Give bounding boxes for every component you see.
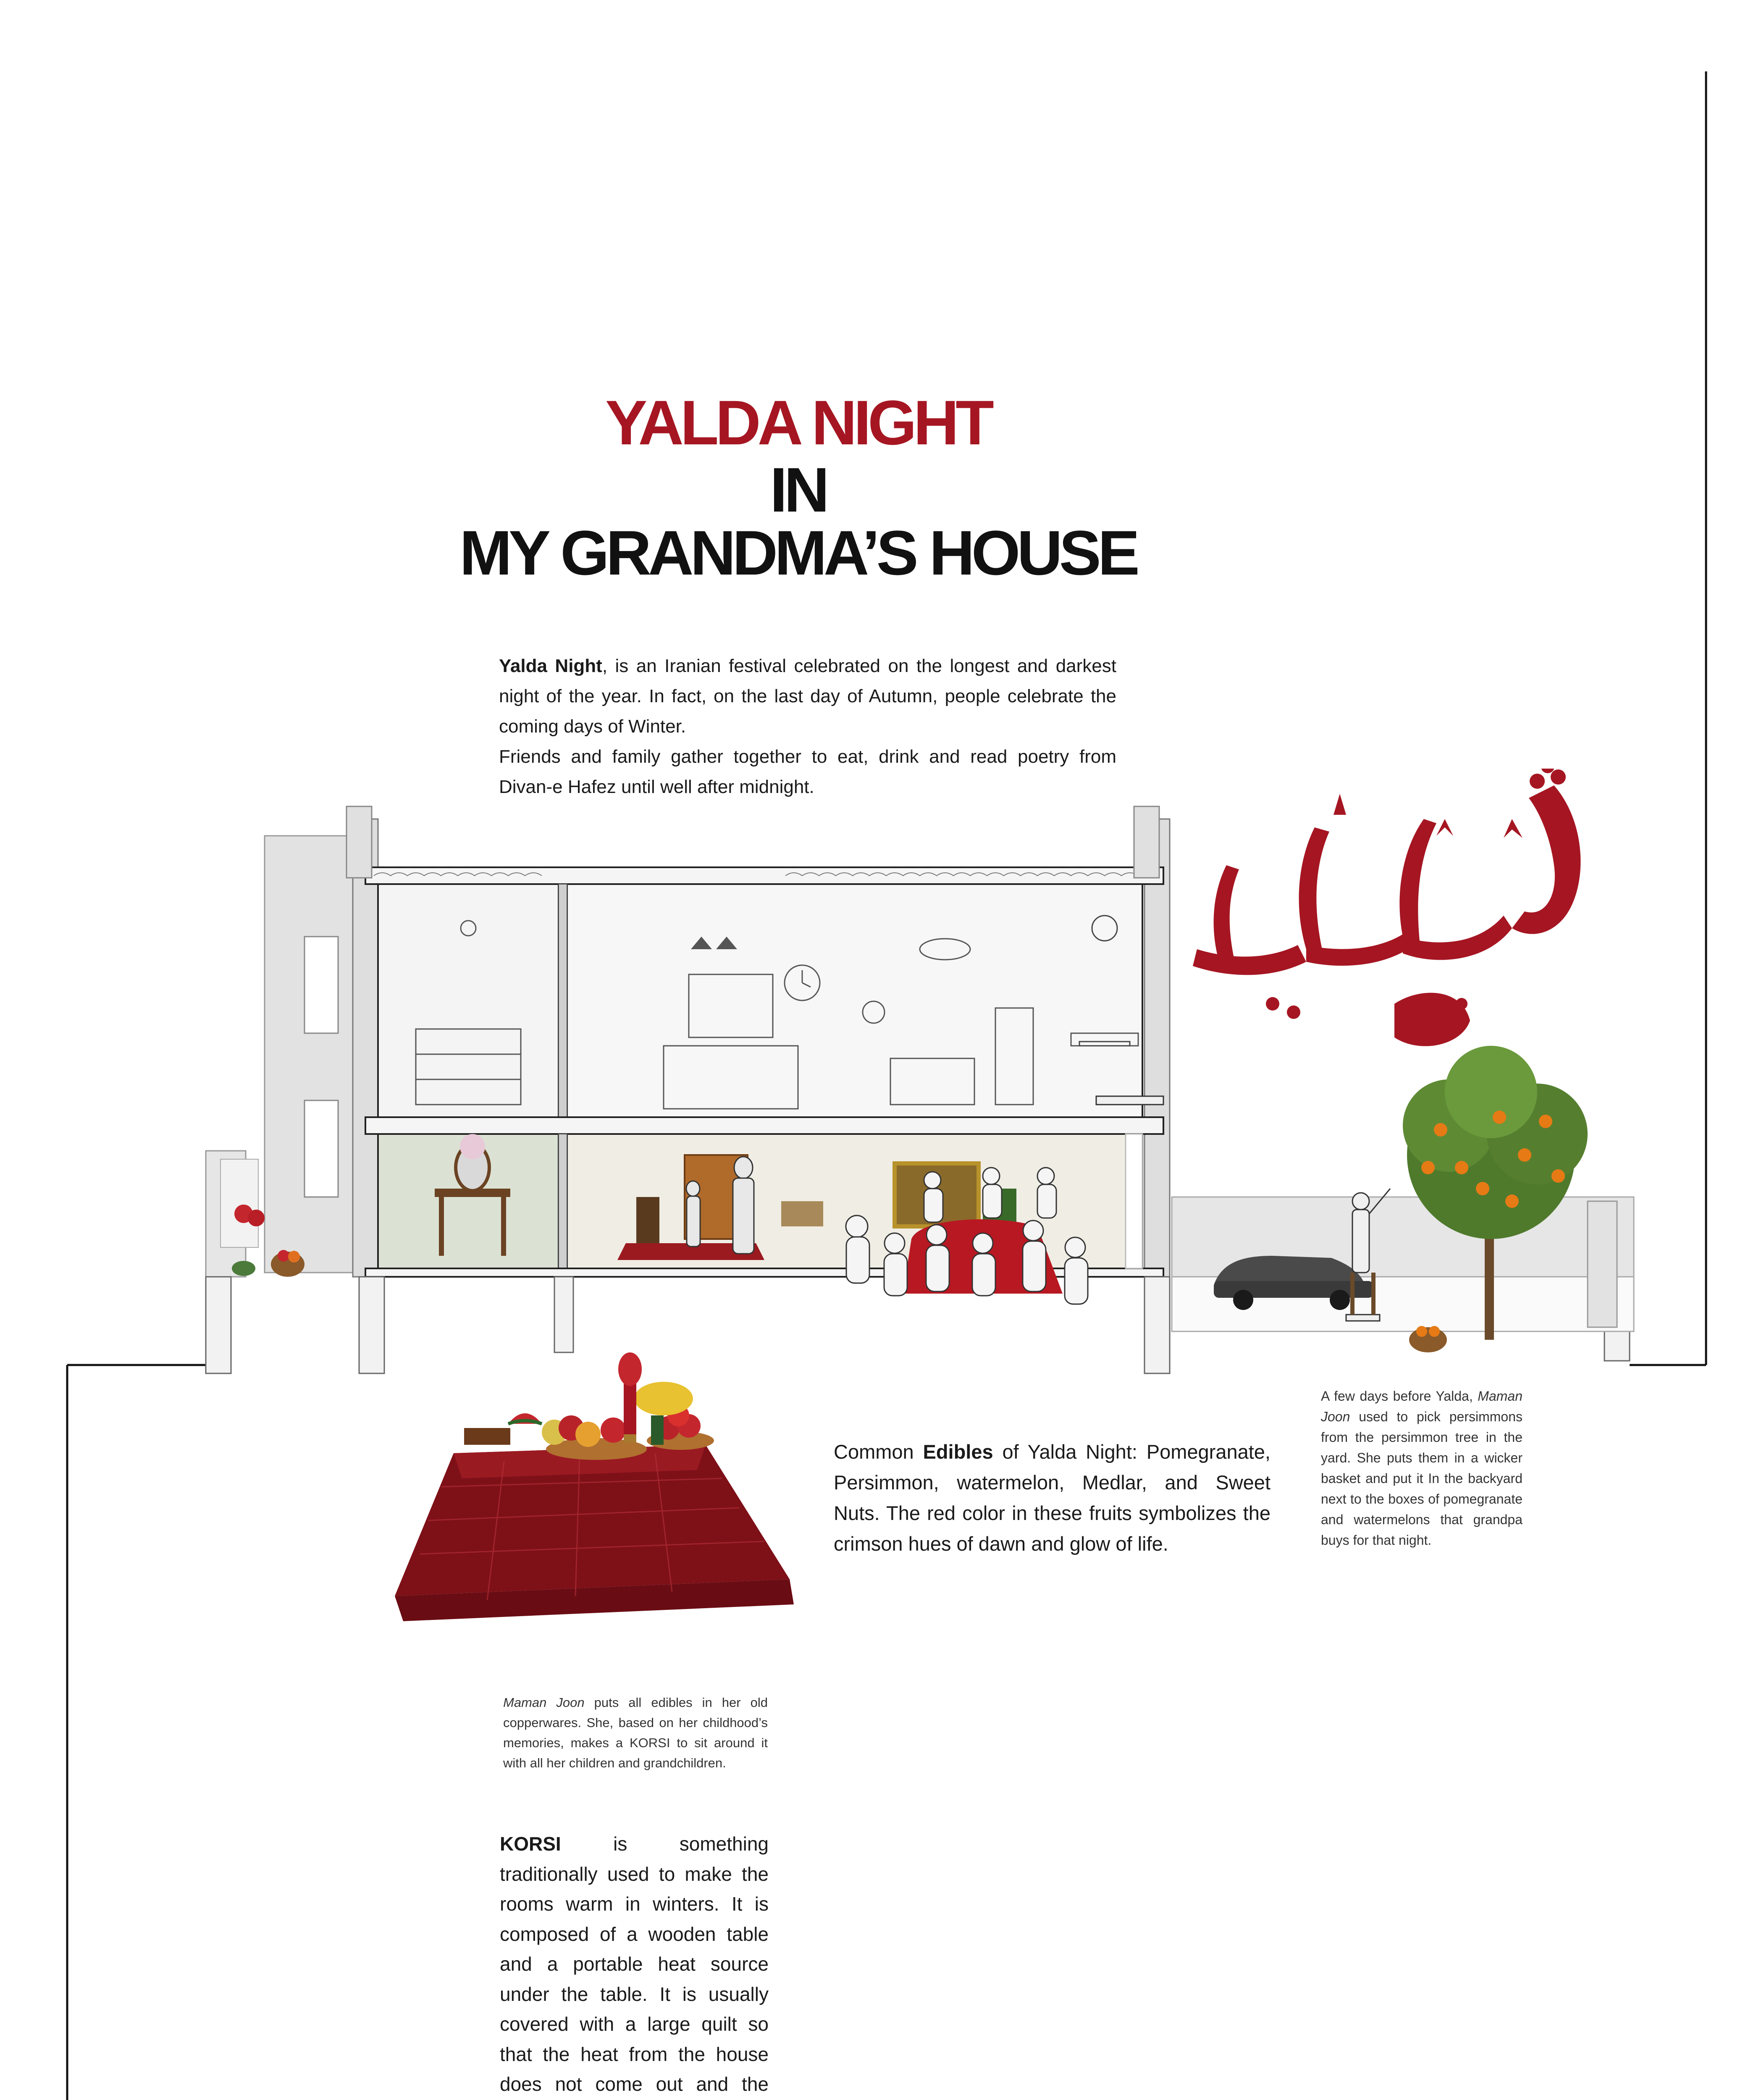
- edibles-pre: Common: [834, 1441, 923, 1463]
- persimmon-note: [1321, 1386, 1522, 1551]
- korsi-rest: is something traditionally used to make the rooms warm in winters. It is composed of a wooden table and a portable heat source under the table. It is usually covered with a large quilt so that the heat from the house does not come out and the: [500, 1833, 769, 2095]
- maman-note-italic: Maman Joon: [503, 1695, 585, 1710]
- intro-lead: Yalda Night: [499, 656, 602, 676]
- edibles-bold: Edibles: [923, 1441, 993, 1463]
- maman-joon-note: [503, 1693, 768, 1773]
- title-line-2: IN: [770, 454, 826, 525]
- title-line-3: MY GRANDMA’S HOUSE: [459, 517, 1137, 588]
- intro-para-2: Friends and family gather together to eat, drink and read poetry from Divan-e Hafez until well after midnight.: [499, 746, 1116, 797]
- edibles-rest: of Yalda Night: Pomegranate, Persimmon, watermelon, Medlar, and Sweet Nuts. The red color in these fruits symbolizes the crimson hues of dawn and glow of life.: [834, 1441, 1270, 1555]
- intro-lead-rest: , is an Iranian festival celebrated on the longest and darkest night of the year. In fact, on the last day of Autumn, people celebrate the coming days of Winter.: [499, 656, 1116, 737]
- korsi-illustration: [378, 1344, 819, 1663]
- edibles-text: [834, 1436, 1270, 1559]
- korsi-bold: KORSI: [500, 1833, 561, 1855]
- intro-text: [499, 651, 1116, 802]
- persimmon-note-rest: used to pick persimmons from the persimmon tree in the yard. She puts them in a wicker basket and put it In the backyard next to the boxes of pomegranate and watermelons that grandpa buys for that night.: [1321, 1409, 1522, 1548]
- maman-note-rest: puts all edibles in her old copperwares. She, based on her childhood’s memories, makes a KORSI to sit around it with all her children and grandchildren.: [503, 1695, 768, 1770]
- persimmon-note-pre: A few days before Yalda,: [1321, 1389, 1478, 1404]
- title-line-1: YALDA NIGHT: [605, 387, 991, 458]
- korsi-description: [500, 1829, 769, 2100]
- house-section-illustration: [197, 798, 1651, 1394]
- persimmon-note-italic: Maman Joon: [1321, 1389, 1522, 1424]
